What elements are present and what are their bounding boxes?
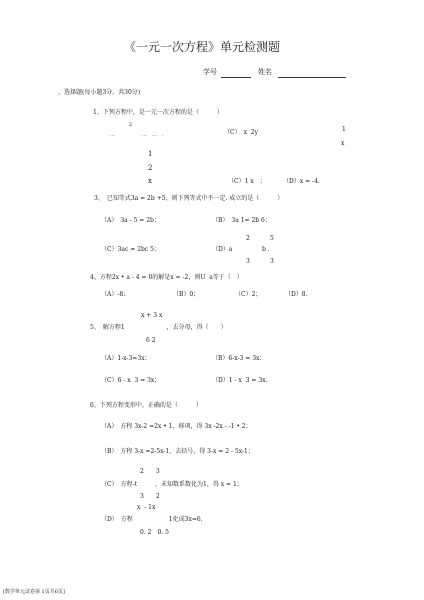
q5-denominator: 6 2 (146, 337, 156, 344)
q6-option-a: （A） 方程 3x-2 =2x • 1，移项，得 3x -2x - -1 • 2； (101, 423, 252, 430)
q6-stem: 6、下列方程变形中，正确的是（ ） (90, 402, 202, 409)
student-number-label: 学号 (203, 68, 217, 76)
q6-option-b: （B） 方程 3-x =2-5x-1，去括号，得 3-x = 2 - 5x-1； (101, 448, 254, 455)
q6-option-c: （C） 方程-t ，未知数系数化为1，得 x = 1； (101, 481, 243, 488)
q1-col-1: 1 (148, 150, 153, 158)
q3-d-den-3a: 3 (246, 258, 250, 265)
q3-stem: 3、 已知等式3a = 2b +5，则下列等式中不一定. 成立的是（ ） (94, 195, 284, 202)
q1-stem: 1、下列方程中，是一元一次方程的是（ ） (93, 109, 223, 116)
q1-col-x: x (148, 177, 152, 185)
q1-fragment-2: 2 (129, 122, 133, 128)
q6-d-numerator-1: 3 2 (140, 493, 160, 500)
q1-col-2: 2 (148, 164, 153, 172)
q4-option-a: （A）-8； (101, 291, 130, 298)
q6-d-numerator-2: x - 1x (137, 504, 156, 511)
section-heading: 、选择题(每小题3分，共30分) (58, 89, 141, 96)
q5-option-a: （A）1-x-3=3x； (101, 355, 151, 362)
q3-option-b: （B） 3a 1= 2b 6； (212, 217, 271, 224)
q5-option-b: （B）6-x-3 = 3x； (212, 355, 266, 362)
q5-option-c: （C）6 - x 3 = 3x； (101, 377, 161, 384)
q6-d-denominator: 0. 2 0. 5 (140, 529, 169, 536)
student-number-field[interactable] (221, 77, 251, 78)
q1-fragment-1: 1 (342, 126, 346, 133)
q3-d-num-5: 5 (270, 235, 274, 242)
q1-option-c: （C） x 2y (224, 129, 258, 136)
q4-stem: 4、方程2x • a - 4 = 0的解是x = -2，则U a等于（ ） (90, 274, 243, 281)
q3-d-num-2: 2 (246, 235, 250, 242)
q1-option-d: （D）x = -4. (283, 178, 320, 185)
q4-option-b: （B）0； (173, 291, 200, 298)
q1-option-c2: （C）1 x ； (228, 178, 266, 185)
q1-fragment-a: … (110, 132, 115, 138)
q3-option-a: （A） 3a - 5 = 2b； (101, 217, 160, 224)
q3-d-den-3b: 3 (270, 258, 274, 265)
q3-option-d: （D）a (212, 246, 233, 253)
name-field[interactable] (278, 77, 346, 78)
q6-option-d: （D） 方程 1化成3x=6. (101, 516, 203, 523)
q5-option-d: （D）1 - x 3 = 3x. (212, 377, 268, 384)
page-footer: [数学单元试卷第 1页共6页] (3, 589, 65, 595)
q3-option-c: （C）3ac = 2bc 5； (101, 246, 160, 253)
q1-fragment-x: x (341, 140, 345, 147)
q5-stem: 5、 解方程1 ，去分母，得（ ） (90, 324, 227, 331)
q5-numerator: x + 3 x (141, 312, 163, 319)
q1-fragment-b: … … . (142, 132, 164, 138)
q3-d-b: b . (262, 246, 270, 253)
name-label: 姓名 (258, 68, 272, 76)
q4-option-d: （D）8. (285, 291, 308, 298)
q6-c-fraction: 2 3 (140, 468, 160, 475)
page-title: 《一元一次方程》单元检测题 (124, 40, 281, 54)
q4-option-c: （C）2； (235, 291, 262, 298)
